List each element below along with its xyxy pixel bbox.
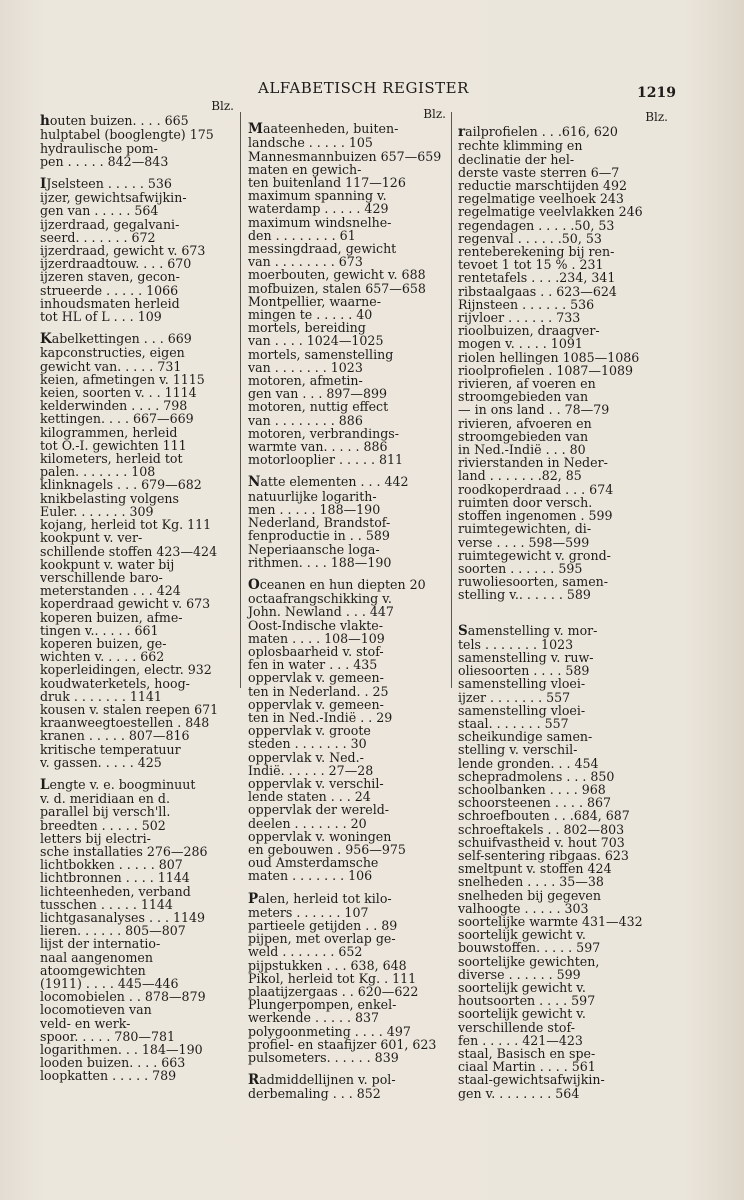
index-entry-line: houtsoorten . . . . 597 — [458, 993, 596, 1009]
index-entry-line: maten en gewich- — [248, 161, 362, 177]
index-entry-line: Lengte v. e. boogminuut — [40, 776, 196, 793]
index-entry-line: lende staten . . . 24 — [248, 789, 371, 805]
index-entry-line: oppervlak v. gemeen- — [248, 696, 384, 712]
index-entry-line: samenstelling vloei- — [458, 702, 586, 718]
index-entry-line: gen van . . . . . 564 — [40, 203, 159, 219]
page-number: 1219 — [637, 85, 676, 101]
index-entry-line: roodkoperdraad . . . 674 — [458, 481, 614, 497]
index-entry-line: kookpunt v. ver- — [40, 530, 143, 546]
index-entry-line: pen . . . . . 842—843 — [40, 153, 169, 169]
column-divider — [451, 112, 452, 688]
index-entry-line: tot HL of L . . . 109 — [40, 309, 162, 325]
index-entry-line: keien, afmetingen v. 1115 — [40, 371, 205, 387]
index-entry-line: staal, Basisch en spe- — [458, 1046, 596, 1062]
index-entry-line: staal-gewichtsafwijkin- — [458, 1072, 605, 1088]
column-header-blz: Blz. — [423, 107, 446, 121]
index-entry-line: lichtbokken . . . . . 807 — [40, 857, 183, 873]
index-entry-line: ijzerdraadtouw. . . . 670 — [40, 256, 192, 272]
index-entry-line: plaatijzergaas . . 620—622 — [248, 984, 419, 999]
index-entry-line: Euler. . . . . . . 309 — [40, 503, 154, 519]
index-entry-line: stelling v.. . . . . . 589 — [458, 587, 591, 603]
index-entry-line: koperdraad gewicht v. 673 — [40, 596, 211, 612]
index-entry-line: inhoudsmaten herleid — [40, 295, 180, 311]
index-entry-line: mogen v. . . . . 1091 — [458, 336, 583, 352]
index-entry-line: van . . . . . . . 1023 — [248, 359, 363, 375]
index-entry-line: oliesoorten . . . . 589 — [458, 663, 590, 679]
index-entry-line: pijpen, met overlap ge- — [248, 931, 396, 947]
index-entry-line: kousen v. stalen reepen 671 — [40, 701, 219, 717]
index-entry-line: tusschen . . . . . 1144 — [40, 896, 173, 912]
index-entry-line: rechte klimming en — [458, 138, 583, 154]
index-entry-line: in Ned.-Indië . . . 80 — [458, 442, 586, 458]
index-entry-line: (1911) . . . . 445—446 — [40, 976, 179, 991]
index-entry-line: fen in water . . . 435 — [248, 657, 378, 673]
index-entry-line: Pikol, herleid tot Kg. . 111 — [248, 970, 417, 986]
index-entry-line: land . . . . . . .82, 85 — [458, 468, 582, 484]
index-entry-line: ten in Nederland. . 25 — [248, 683, 389, 699]
index-entry-line: lende gronden. . . 454 — [458, 755, 599, 771]
index-entry-line: kilometers, herleid tot — [40, 451, 183, 467]
index-entry-line: fen . . . . . 421—423 — [458, 1032, 583, 1048]
index-entry-line: oppervlak v. Ned.- — [248, 749, 364, 765]
index-entry-line: kritische temperatuur — [40, 741, 181, 757]
index-entry-line: derste vaste sterren 6—7 — [458, 164, 620, 180]
index-entry-line: ijzerdraad, gewicht v. 673 — [40, 243, 206, 259]
index-entry-line: looden buizen. . . . 663 — [40, 1055, 186, 1071]
index-entry-line: motoren, afmetin- — [248, 373, 363, 389]
index-column-1 — [40, 100, 234, 1083]
index-entry-line: ten buitenland 117—126 — [248, 175, 406, 191]
index-entry-line: soortelijke warmte 431—432 — [458, 913, 643, 929]
page-title: ALFABETISCH REGISTER — [258, 79, 469, 97]
index-entry-line: steden . . . . . . . 30 — [248, 736, 367, 752]
index-entry-line: oppervlak v. woningen — [248, 828, 392, 844]
index-letter-section — [458, 624, 668, 1100]
index-entry-line: IJselsteen . . . . . 536 — [40, 176, 172, 193]
index-entry-line: schepradmolens . . . 850 — [458, 768, 615, 784]
index-entry-line: parallel bij versch'll. — [40, 804, 171, 820]
index-entry-line: kraanweegtoestellen . 848 — [40, 715, 210, 731]
index-entry-line: landsche . . . . . 105 — [248, 135, 373, 151]
index-entry-line: kettingen. . . . 667—669 — [40, 411, 194, 427]
index-entry-line: soortelijk gewicht v. — [458, 1006, 586, 1022]
index-entry-line: derbemaling . . . 852 — [248, 1086, 381, 1102]
index-entry-line: valhoogte . . . . . 303 — [458, 900, 589, 916]
index-entry-line: hulptabel (booglengte) 175 — [40, 127, 214, 143]
index-entry-line: pulsometers. . . . . . 839 — [248, 1050, 399, 1066]
index-entry-line: oud Amsterdamsche — [248, 855, 379, 871]
index-entry-line: lieren. . . . . . 805—807 — [40, 923, 186, 939]
index-entry-line: lijst der internatio- — [40, 936, 161, 952]
index-entry-line: rivieren, afvoeren en — [458, 415, 592, 431]
index-entry-line: Palen, herleid tot kilo- — [248, 890, 392, 907]
index-entry-line: samenstelling vloei- — [458, 676, 586, 692]
index-column-2 — [248, 100, 446, 1101]
index-entry-line: schoorsteenen . . . . 867 — [458, 795, 611, 811]
index-entry-line: lichtbronnen . . . . 1144 — [40, 870, 190, 886]
index-letter-section — [248, 122, 446, 466]
index-entry-line: gewicht van. . . . . 731 — [40, 358, 182, 374]
index-entry-line: tot O.-I. gewichten 111 — [40, 437, 187, 453]
index-letter-section — [40, 114, 234, 168]
index-entry-line: hydraulische pom- — [40, 140, 158, 156]
index-entry-line: gen v. . . . . . . . 564 — [458, 1085, 580, 1101]
index-entry-line: oppervlak v. groote — [248, 723, 371, 739]
index-column-3 — [458, 100, 668, 1100]
index-entry-line: ruimtegewicht v. grond- — [458, 547, 611, 563]
index-entry-line: — in ons land . . 78—79 — [458, 402, 610, 418]
index-entry-line: den . . . . . . . . 61 — [248, 227, 356, 243]
index-entry-line: warmte van. . . . . 886 — [248, 439, 388, 455]
index-entry-line: kilogrammen, herleid — [40, 424, 178, 440]
index-entry-line: self-sentering ribgaas. 623 — [458, 847, 629, 863]
index-entry-line: ciaal Martin . . . . 561 — [458, 1059, 596, 1075]
index-entry-line: fenproductie in . . 589 — [248, 528, 390, 544]
index-entry-line: van . . . . . . . . 673 — [248, 254, 363, 270]
index-entry-line: pijpstukken . . . 638, 648 — [248, 957, 407, 973]
index-entry-line: lichteenheden, verband — [40, 883, 191, 899]
index-entry-line: schroefbouten . . .684, 687 — [458, 808, 630, 824]
index-entry-line: schoolbanken . . . . 968 — [458, 781, 606, 797]
index-entry-line: locomobielen . . 878—879 — [40, 989, 206, 1005]
index-entry-line: ribstaalgaas . . 623—624 — [458, 283, 617, 299]
index-entry-line: palen. . . . . . . 108 — [40, 464, 156, 480]
index-entry-line: ijzeren staven, gecon- — [40, 269, 180, 285]
index-entry-line: druk . . . . . . . 1141 — [40, 688, 162, 704]
index-entry-line: Mannesmannbuizen 657—659 — [248, 148, 442, 164]
index-entry-line: scheikundige samen- — [458, 729, 593, 745]
index-entry-line: profiel- en staafijzer 601, 623 — [248, 1036, 437, 1052]
index-entry-line: men . . . . . 188—190 — [248, 501, 381, 517]
index-entry-line: Samenstelling v. mor- — [458, 622, 598, 639]
index-entry-line: knikbelasting volgens — [40, 490, 179, 506]
index-entry-line: lichtgasanalyses . . . 1149 — [40, 909, 206, 925]
index-entry-line: koperleidingen, electr. 932 — [40, 662, 212, 678]
index-entry-line: ijzer, gewichtsafwijkin- — [40, 190, 187, 206]
index-entry-line: smeltpunt v. stoffen 424 — [458, 861, 612, 877]
index-entry-line: rioolprofielen . 1087—1089 — [458, 362, 634, 378]
index-entry-line: logarithmen. . . 184—190 — [40, 1042, 203, 1058]
column-header-blz: Blz. — [211, 99, 234, 113]
index-entry-line: koudwaterketels, hoog- — [40, 675, 190, 691]
index-entry-line: Natte elementen . . . 442 — [248, 474, 409, 491]
index-entry-line: wichten v. . . . . 662 — [40, 649, 165, 665]
index-entry-line: regendagen . . . . .50, 53 — [458, 217, 615, 233]
index-entry-line: regenval . . . . . .50, 53 — [458, 230, 602, 246]
index-entry-line: oppervlak v. gemeen- — [248, 670, 384, 686]
index-entry-line: kranen . . . . . 807—816 — [40, 728, 190, 744]
index-entry-line: veld- en werk- — [40, 1015, 131, 1031]
index-entry-line: spoor. . . . . 780—781 — [40, 1028, 176, 1044]
index-letter-section — [40, 778, 234, 1083]
index-entry-line: motorlooplier . . . . . 811 — [248, 452, 404, 468]
index-entry-line: stelling v. verschil- — [458, 742, 578, 758]
index-entry-line: rijvloer . . . . . . 733 — [458, 310, 581, 326]
index-entry-line: waterdamp . . . . . 429 — [248, 201, 389, 217]
index-entry-line: soortelijk gewicht v. — [458, 980, 586, 995]
index-entry-line: verschillende stof- — [458, 1019, 575, 1035]
index-entry-line: mortels, samenstelling — [248, 346, 394, 362]
index-entry-line: staal. . . . . . . 557 — [458, 715, 569, 731]
index-entry-line: werkende . . . . . 837 — [248, 1010, 380, 1026]
index-entry-line: rivierstanden in Neder- — [458, 455, 608, 471]
index-entry-line: snelheden . . . . 35—38 — [458, 874, 604, 890]
index-entry-line: koperen buizen, afme- — [40, 609, 183, 625]
index-entry-line: natuurlijke logarith- — [248, 488, 377, 504]
index-entry-line: Kabelkettingen . . . 669 — [40, 331, 192, 348]
column-header-blz: Blz. — [645, 110, 668, 124]
index-entry-line: oppervlak v. verschil- — [248, 775, 384, 791]
index-entry-line: schillende stoffen 423—424 — [40, 543, 218, 559]
index-entry-line: Maateenheden, buiten- — [248, 121, 399, 138]
index-entry-line: messingdraad, gewicht — [248, 241, 397, 257]
index-letter-section — [248, 1073, 446, 1100]
index-entry-line: Indië. . . . . . 27—28 — [248, 762, 374, 778]
index-entry-line: v. gassen. . . . . 425 — [40, 754, 162, 770]
index-entry-line: letters bij electri- — [40, 830, 151, 846]
index-entry-line: van . . . . . . . . 886 — [248, 412, 363, 428]
index-entry-line: weld . . . . . . . 652 — [248, 944, 363, 960]
section-gap — [458, 602, 668, 624]
index-entry-line: reductie marschtijden 492 — [458, 178, 628, 194]
index-entry-line: kelderwinden . . . . 798 — [40, 398, 188, 414]
index-entry-line: tingen v.. . . . . 661 — [40, 622, 159, 638]
index-entry-line: diverse . . . . . . 599 — [458, 966, 581, 982]
index-entry-line: maten . . . . 108—109 — [248, 630, 385, 646]
index-entry-line: naal aangenomen — [40, 949, 153, 965]
index-entry-line: soorten . . . . . . 595 — [458, 560, 583, 576]
index-entry-line: atoomgewichten — [40, 962, 146, 978]
index-entry-line: stroomgebieden van — [458, 389, 589, 405]
index-entry-line: breedten . . . . . 502 — [40, 817, 166, 833]
index-entry-line: polygoonmeting . . . . 497 — [248, 1023, 411, 1039]
index-entry-line: tevoet 1 tot 15 % . 231 — [458, 257, 604, 273]
index-entry-line: mortels, bereiding — [248, 320, 366, 336]
index-entry-line: regelmatige veelhoek 243 — [458, 191, 624, 207]
index-entry-line: houten buizen. . . . 665 — [40, 113, 189, 130]
index-entry-line: renteberekening bij ren- — [458, 244, 615, 260]
index-entry-line: ruimten door versch. — [458, 494, 593, 510]
index-entry-line: kojang, herleid tot Kg. 111 — [40, 517, 212, 533]
index-entry-line: klinknagels . . . 679—682 — [40, 477, 202, 493]
index-entry-line: kapconstructies, eigen — [40, 345, 185, 361]
index-entry-line: keien, soorten v. . . 1114 — [40, 385, 197, 401]
index-entry-line: strueerde . . . . . 1066 — [40, 282, 179, 298]
index-entry-line: schroeftakels . . 802—803 — [458, 821, 625, 837]
index-entry-line: rentetafels . . . .234, 341 — [458, 270, 616, 286]
index-entry-line: meters . . . . . . 107 — [248, 904, 369, 920]
index-entry-line: Radmiddellijnen v. pol- — [248, 1072, 396, 1089]
index-entry-line: ijzer . . . . . . . 557 — [458, 689, 571, 705]
index-entry-line: van . . . . 1024—1025 — [248, 333, 384, 349]
index-entry-line: sche installaties 276—286 — [40, 843, 208, 859]
index-entry-line: Montpellier, waarne- — [248, 293, 381, 309]
index-entry-line: Nederland, Brandstof- — [248, 515, 391, 531]
index-entry-line: ijzerdraad, gegalvani- — [40, 216, 180, 232]
index-entry-line: John. Newland . . . 447 — [248, 604, 394, 620]
index-entry-line: loopkatten . . . . . 789 — [40, 1068, 177, 1084]
index-entry-line: mingen te . . . . . 40 — [248, 307, 373, 323]
index-entry-line: v. d. meridiaan en d. — [40, 791, 170, 807]
index-entry-line: regelmatige veelvlakken 246 — [458, 204, 643, 220]
index-letter-section — [40, 177, 234, 323]
column-divider — [240, 112, 241, 688]
index-entry-line: rivieren, af voeren en — [458, 376, 596, 392]
index-entry-line: oplosbaarheid v. stof- — [248, 643, 384, 659]
index-entry-line: schuifvastheid v. hout 703 — [458, 834, 625, 850]
index-entry-line: gen van . . . 897—899 — [248, 386, 388, 402]
index-entry-line: octaafrangschikking v. — [248, 591, 392, 607]
index-entry-line: ruwoliesoorten, samen- — [458, 574, 609, 590]
index-entry-line: seerd. . . . . . . 672 — [40, 229, 156, 245]
index-entry-line: snelheden bij gegeven — [458, 887, 601, 903]
index-entry-line: bouwstoffen. . . . . 597 — [458, 940, 601, 956]
index-entry-line: koperen buizen, ge- — [40, 635, 167, 651]
index-entry-line: maximum spanning v. — [248, 188, 387, 204]
index-entry-line: stroomgebieden van — [458, 428, 589, 444]
index-entry-line: en gebouwen . 956—975 — [248, 841, 406, 857]
index-entry-line: declinatie der hel- — [458, 151, 575, 167]
index-entry-line: Oceanen en hun diepten 20 — [248, 576, 426, 593]
index-entry-line: motoren, nuttig effect — [248, 399, 389, 415]
index-entry-line: Oost-Indische vlakte- — [248, 617, 383, 633]
index-entry-line: railprofielen . . .616, 620 — [458, 124, 618, 141]
index-entry-line: ruimtegewichten, di- — [458, 521, 592, 537]
index-entry-line: soortelijk gewicht v. — [458, 927, 586, 943]
index-entry-line: partieele getijden . . 89 — [248, 917, 398, 933]
index-letter-section — [40, 332, 234, 769]
index-entry-line: rioolbuizen, draagver- — [458, 323, 600, 339]
index-entry-line: ten in Ned.-Indië . . 29 — [248, 709, 393, 725]
index-letter-section — [248, 475, 446, 568]
index-entry-line: stoffen ingenomen . 599 — [458, 508, 613, 524]
index-entry-line: verse . . . . 598—599 — [458, 534, 590, 550]
index-entry-line: oppervlak der wereld- — [248, 802, 390, 818]
index-entry-line: locomotieven van — [40, 1002, 152, 1018]
index-entry-line: mofbuizen, stalen 657—658 — [248, 280, 426, 296]
index-entry-line: meterstanden . . . 424 — [40, 583, 181, 599]
index-entry-line: Rijnsteen . . . . . . 536 — [458, 296, 595, 312]
index-entry-line: Plungerpompen, enkel- — [248, 997, 397, 1013]
index-entry-line: soortelijke gewichten, — [458, 953, 600, 969]
index-entry-line: verschillende baro- — [40, 569, 163, 585]
index-entry-line: tels . . . . . . . 1023 — [458, 636, 574, 652]
index-entry-line: moerbouten, gewicht v. 688 — [248, 267, 426, 283]
index-letter-section — [248, 892, 446, 1065]
index-entry-line: deelen . . . . . . . 20 — [248, 815, 367, 831]
index-letter-section — [248, 578, 446, 883]
index-entry-line: riolen hellingen 1085—1086 — [458, 349, 640, 365]
index-entry-line: kookpunt v. water bij — [40, 556, 175, 572]
index-entry-line: Neperiaansche loga- — [248, 541, 380, 557]
index-entry-line: samenstelling v. ruw- — [458, 649, 594, 665]
index-entry-line: maten . . . . . . . 106 — [248, 868, 373, 884]
index-entry-line: rithmen. . . . 188—190 — [248, 554, 392, 570]
index-entry-line: maximum windsnelhe- — [248, 214, 392, 230]
index-letter-section — [458, 125, 668, 601]
index-entry-line: motoren, verbrandings- — [248, 425, 400, 441]
